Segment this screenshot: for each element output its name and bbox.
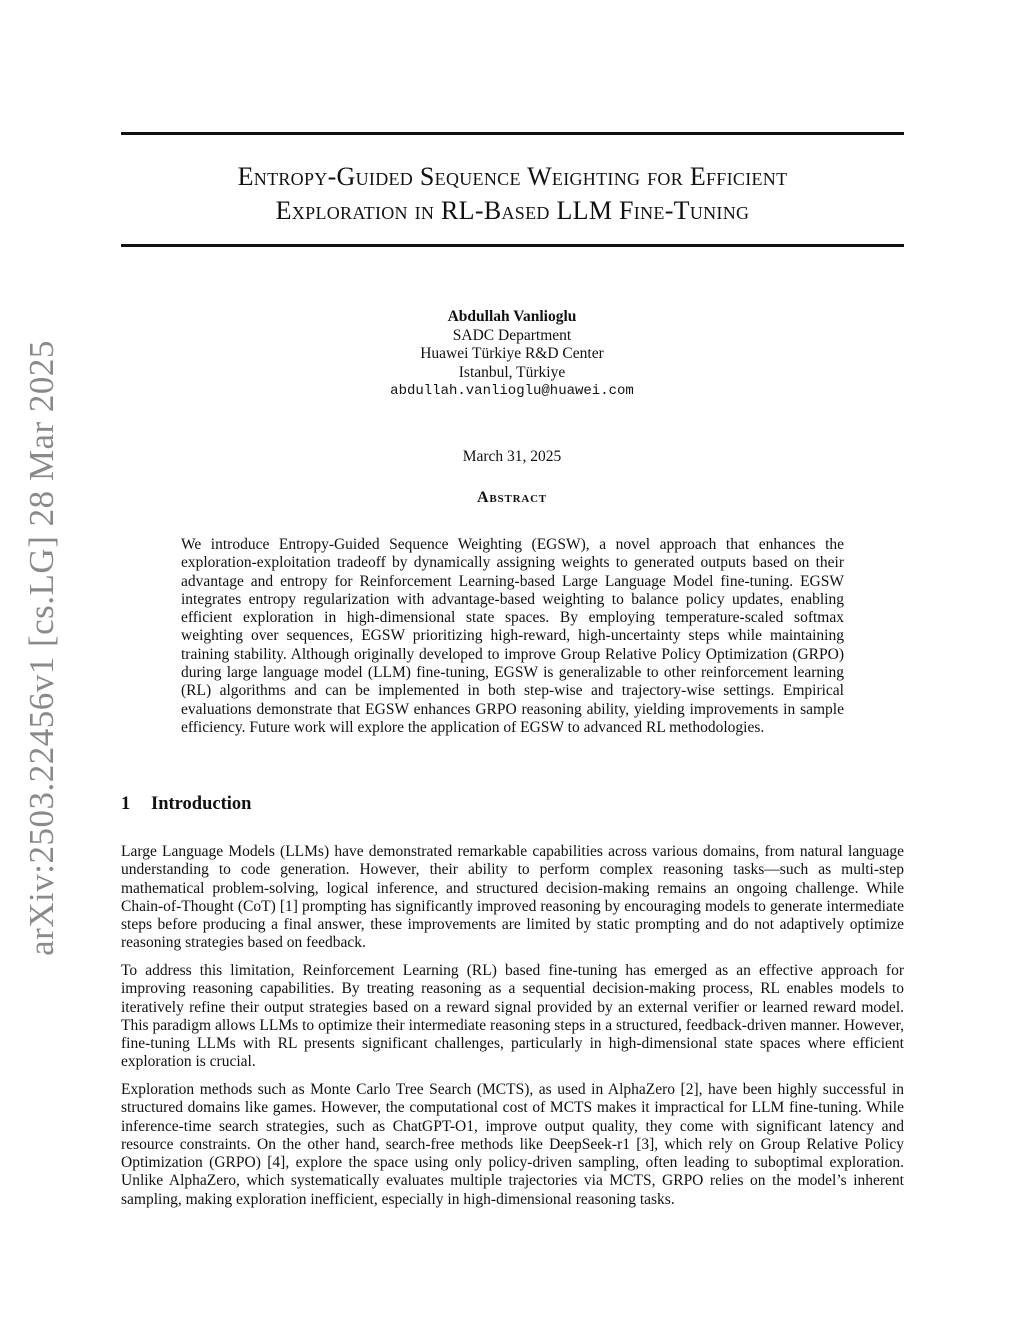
intro-paragraph-2: To address this limitation, Reinforcement Learning (RL) based fine-tuning has emerged as an effective approach for improving reasoning capabilities. By treating reasoning as a sequential decision-making process, RL enables models to iteratively refine their output strategies based on a reward signal provided by an external verifier or learned reward model. This paradigm allows LLMs to optimize their intermediate reasoning steps in a structured, feedback-driven manner. However, fine-tuning LLMs with RL presents significant challenges, particularly in high-dimensional state spaces where efficient exploration is crucial.: [121, 962, 904, 1071]
section-number: 1: [121, 794, 131, 814]
title-rule-top: [121, 132, 904, 135]
paper-date: March 31, 2025: [462, 448, 562, 465]
author-location: Istanbul, Türkiye: [458, 363, 566, 381]
abstract-text: We introduce Entropy-Guided Sequence Weighting (EGSW), a novel approach that enhances the exploration-exploitation tradeoff by dynamically assigning weights to generated outputs based on their advantage and entropy for Reinforcement Learning-based Large Language Model fine-tuning. EGSW integrates entropy regularization with advantage-based weighting to balance policy updates, enabling efficient exploration in high-dimensional state spaces. By employing temperature-scaled softmax weighting over sequences, EGSW prioritizing high-reward, high-uncertainty steps while maintaining training stability. Although originally developed to improve Group Relative Policy Optimization (GRPO) during large language model (LLM) fine-tuning, EGSW is generalizable to other reinforcement learning (RL) algorithms and can be implemented in both step-wise and trajectory-wise settings. Empirical evaluations demonstrate that EGSW enhances GRPO reasoning ability, yielding improvements in sample efficiency. Future work will explore the application of EGSW to advanced RL methodologies.: [181, 536, 844, 736]
section-heading-introduction: [121, 794, 251, 815]
paper-title: [121, 160, 904, 228]
title-line-2: Exploration in RL-Based LLM Fine-Tuning: [275, 196, 750, 225]
section-title: Introduction: [151, 794, 252, 814]
intro-paragraph-3: Exploration methods such as Monte Carlo Tree Search (MCTS), as used in AlphaZero [2], have been highly successful in structured domains like games. However, the computational cost of MCTS makes it impractical for LLM fine-tuning. While inference-time search strategies, such as ChatGPT-O1, improve output quality, they come with significant latency and resource constraints. On the other hand, search-free methods like DeepSeek-r1 [3], which rely on Group Relative Policy Optimization (GRPO) [4], explore the space using only policy-driven sampling, often leading to suboptimal exploration. Unlike AlphaZero, which systematically evaluates multiple trajectories via MCTS, GRPO relies on the model’s inherent sampling, making exploration inefficient, especially in high-dimensional reasoning tasks.: [121, 1081, 904, 1208]
title-line-1: Entropy-Guided Sequence Weighting for Efficient: [237, 162, 788, 191]
intro-paragraph-1: Large Language Models (LLMs) have demonstrated remarkable capabilities across various domains, from natural language understanding to code generation. However, their ability to perform complex reasoning tasks—such as multi-step mathematical problem-solving, logical inference, and structured decision-making remains an ongoing challenge. While Chain-of-Thought (CoT) [1] prompting has significantly improved reasoning by encouraging models to generate intermediate steps before producing a final answer, these improvements are limited by static prompting and do not adaptively optimize reasoning strategies based on feedback.: [121, 843, 904, 952]
arxiv-identifier: arXiv:2503.22456v1 [cs.LG] 28 Mar 2025: [22, 340, 61, 956]
author-block: [212, 308, 812, 401]
author-department: SADC Department: [452, 326, 572, 344]
author-email: abdullah.vanlioglu@huawei.com: [390, 383, 634, 399]
author-name: Abdullah Vanlioglu: [447, 308, 577, 325]
author-institution: Huawei Türkiye R&D Center: [420, 345, 604, 362]
abstract-heading: Abstract: [477, 489, 547, 506]
title-rule-bottom: [121, 244, 904, 247]
